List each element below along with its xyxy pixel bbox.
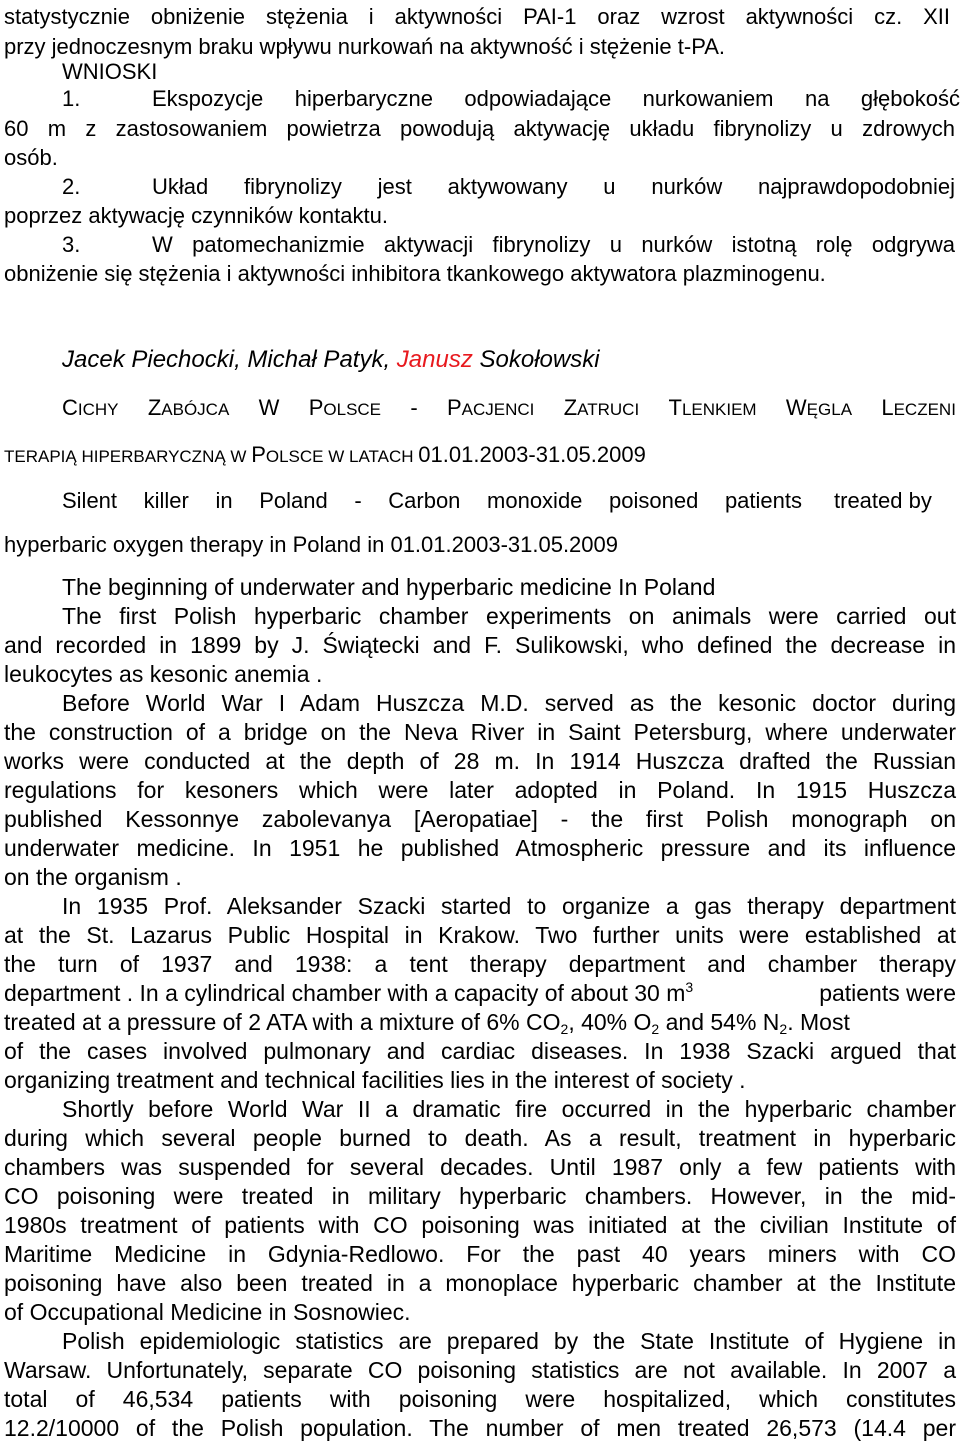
title-text: P [251, 442, 266, 467]
text-line-with-subscripts [4, 1009, 956, 1037]
text-line: statystycznie obniżenie stężenia i aktywności PAI-1 oraz wzrost aktywności cz. XII [4, 4, 950, 29]
list-number: 3. [62, 232, 81, 257]
text-line: organizing treatment and technical facilities lies in the interest of society . [4, 1067, 746, 1093]
text-line: Before World War I Adam Huszcza M.D. served as the kesonic doctor during [62, 690, 956, 716]
text-line: published Kessonnye zabolevanya [Aeropatiae] - the first Polish monograph on [4, 806, 956, 832]
list-number: 2. [62, 174, 81, 199]
text-line: Ekspozycje hiperbaryczne odpowiadające nurkowaniem na głębokość [152, 86, 960, 111]
text-line: 60 m z zastosowaniem powietrza powodują aktywację układu fibrynolizy u zdrowych [4, 116, 955, 141]
title-word: ZATRUCI [563, 395, 640, 420]
text-line: CO poisoning were treated in military hyperbaric chambers. However, in the mid- [4, 1183, 956, 1209]
section-heading: The beginning of underwater and hyperbaric medicine In Poland [62, 574, 716, 600]
title-word: LECZENI [881, 395, 956, 420]
english-title-line-2: hyperbaric oxygen therapy in Poland in 01.01.2003-31.05.2009 [4, 532, 619, 557]
text-line: and recorded in 1899 by J. Świątecki and F. Sulikowski, who defined the decrease in [4, 632, 956, 658]
text-line: on the organism . [4, 864, 182, 890]
text-part: department . In a cylindrical chamber with a capacity of about 30 $m^3$ [4, 979, 694, 1006]
list-number: 1. [62, 86, 81, 111]
title-text: OLSCE W LATACH [265, 447, 419, 466]
text-line: przy jednoczesnym braku wpływu nurkowań na aktywność i stężenie t-PA. [4, 34, 726, 59]
subscript: 2 [560, 1021, 569, 1037]
title-word: POLSCE [308, 395, 382, 420]
text-line: The first Polish hyperbaric chamber experiments on animals were carried out [62, 603, 956, 629]
title-word: TLENKIEM [668, 395, 757, 420]
text-line: works were conducted at the depth of 28 m. In 1914 Huszcza drafted the Russian [4, 748, 956, 774]
text-line: Shortly before World War II a dramatic fire occurred in the hyperbaric chamber [62, 1096, 956, 1122]
text-line: osób. [4, 145, 58, 170]
text-line: regulations for kesoners which were later adopted in Poland. In 1915 Huszcza [4, 777, 956, 803]
text-part: patients were [819, 980, 956, 1006]
title-word: W [258, 395, 280, 420]
text-line: 12.2/10000 of the Polish population. The number of men treated 26,573 (14.4 per [4, 1415, 956, 1441]
text-line: underwater medicine. In 1951 he published Atmospheric pressure and its influence [4, 835, 956, 861]
text-line: total of 46,534 patients with poisoning were hospitalized, which constitutes [4, 1386, 956, 1412]
text-line: the construction of a bridge on the Neva River in Saint Petersburg, where underwater [4, 719, 956, 745]
english-title-line-1: Silent killer in Poland - Carbon monoxide poisoned patients [62, 488, 802, 513]
title-word: ZABÓJCA [147, 395, 230, 420]
text-part: treated at a pressure of 2 ATA with a mixture of 6% $CO_2$, 40% $O_2$ and 54% $N_2$. Most [4, 1009, 850, 1037]
author-names: Jacek Piechocki, Michał Patyk, [62, 346, 397, 373]
text-line: during which several people burned to death. As a result, treatment in hyperbaric [4, 1125, 956, 1151]
title-word: CICHY [62, 395, 119, 420]
text-line: leukocytes as kesonic anemia . [4, 661, 323, 687]
english-title-line-1-end: treated by [834, 488, 932, 513]
text-line: chambers was suspended for several decades. Until 1987 only a few patients with [4, 1154, 956, 1180]
polish-title-line-1 [62, 397, 956, 419]
subscript: 2 [651, 1021, 660, 1037]
text-line: of the cases involved pulmonary and cardiac diseases. In 1938 Szacki argued that [4, 1038, 956, 1064]
text-line-with-superscript [4, 979, 956, 1006]
authors-line [62, 348, 600, 372]
superscript: 3 [685, 979, 694, 995]
title-word: - [410, 395, 418, 420]
title-date-range: 01.01.2003-31.05.2009 [418, 442, 646, 467]
polish-title-line-2 [4, 444, 646, 466]
author-highlighted-name: Janusz [396, 346, 473, 373]
section-heading: WNIOSKI [62, 59, 158, 84]
title-text: TERAPIĄ HIPERBARYCZNĄ W [4, 447, 252, 466]
text-line: poprzez aktywację czynników kontaktu. [4, 203, 388, 228]
text-line: Polish epidemiologic statistics are prepared by the State Institute of Hygiene in [62, 1328, 956, 1354]
author-surname: Sokołowski [472, 346, 600, 373]
text-line: Warsaw. Unfortunately, separate CO poisoning statistics are not available. In 2007 a [4, 1357, 956, 1383]
text-line: In 1935 Prof. Aleksander Szacki started to organize a gas therapy department [62, 893, 956, 919]
subscript: 2 [779, 1021, 788, 1037]
title-word: WĘGLA [785, 395, 853, 420]
text-line: at the St. Lazarus Public Hospital in Krakow. Two further units were established at [4, 922, 956, 948]
text-line: obniżenie się stężenia i aktywności inhibitora tkankowego aktywatora plazminogenu. [4, 261, 826, 286]
text-line: Maritime Medicine in Gdynia-Redlowo. For the past 40 years miners with CO [4, 1241, 956, 1267]
text-line: the turn of 1937 and 1938: a tent therapy department and chamber therapy [4, 951, 956, 977]
text-line: 1980s treatment of patients with CO poisoning was initiated at the civilian Institute of [4, 1212, 956, 1238]
text-line: poisoning have also been treated in a monoplace hyperbaric chamber at the Institute [4, 1270, 956, 1296]
text-line: W patomechanizmie aktywacji fibrynolizy u nurków istotną rolę odgrywa [152, 232, 955, 257]
text-line: of Occupational Medicine in Sosnowiec. [4, 1299, 411, 1325]
title-word: PACJENCI [446, 395, 535, 420]
text-line: Układ fibrynolizy jest aktywowany u nurków najprawdopodobniej [152, 174, 955, 199]
